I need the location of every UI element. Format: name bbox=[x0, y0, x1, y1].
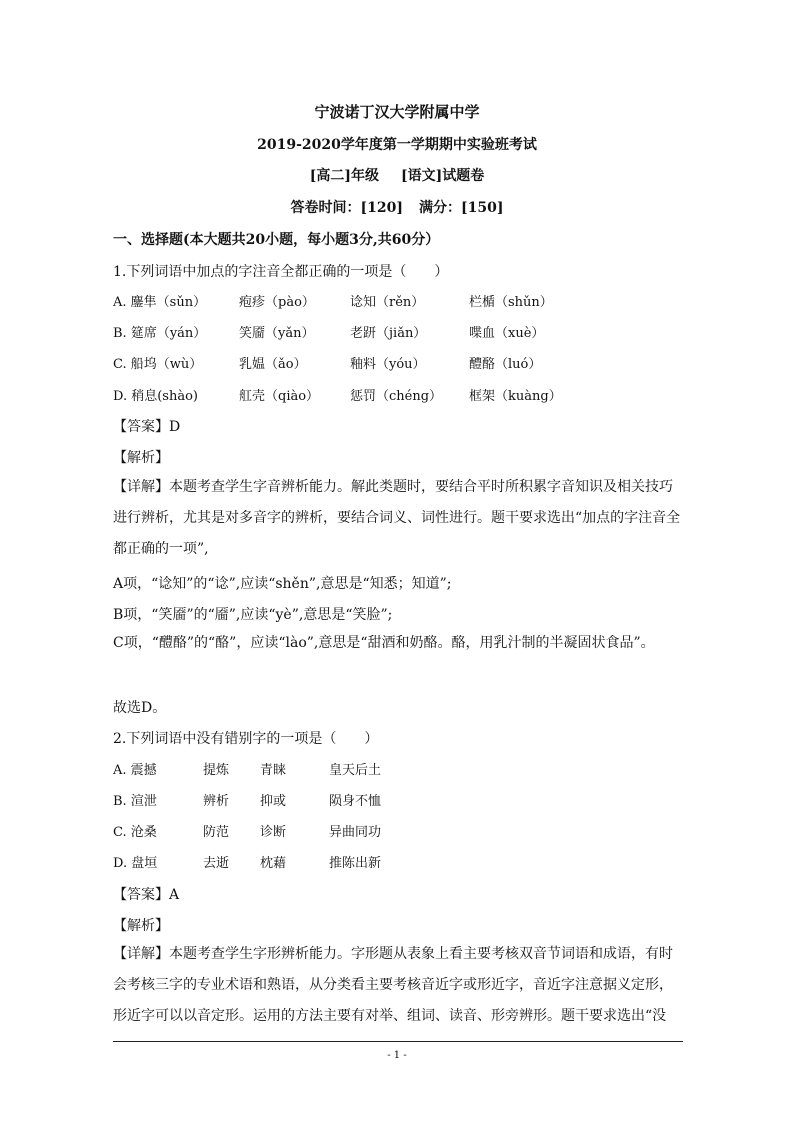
q1-option-cell: B. 筵席（yán） bbox=[113, 326, 207, 341]
grade-label: [高二]年级 bbox=[309, 168, 379, 184]
q1-option-cell: 惩罚（chéng） bbox=[350, 389, 443, 404]
school-name: 宁波诺丁汉大学附属中学 bbox=[314, 103, 480, 121]
q1-option-cell: 老趼（jiǎn） bbox=[350, 326, 427, 341]
q2-option-cell: 枕藉 bbox=[260, 856, 287, 871]
q1-answer: 【答案】D bbox=[113, 419, 181, 435]
q1-analysis-label: 【解析】 bbox=[113, 450, 169, 466]
footer-divider bbox=[113, 1041, 683, 1042]
q2-option-cell: 推陈出新 bbox=[329, 856, 382, 871]
q2-option-cell: 去逝 bbox=[203, 856, 230, 871]
q2-option-cell: 防范 bbox=[203, 825, 230, 840]
page-number: - 1 - bbox=[387, 1050, 407, 1061]
q1-note-c: C项，“醴酪”的“酪”，应读“lào”,意思是“甜酒和奶酪。酪，用乳汁制的半凝固状食品”。 bbox=[113, 635, 655, 651]
q1-option-cell: 舡壳（qiào） bbox=[239, 389, 320, 404]
q2-stem: 2.下列词语中没有错别字的一项是（ ） bbox=[113, 731, 379, 747]
q2-option-cell: 抑或 bbox=[260, 794, 287, 809]
q2-option-cell: B. 渲泄 bbox=[113, 794, 157, 809]
full-score: 满分：[150] bbox=[419, 200, 504, 216]
q1-option-cell: 笑靥（yǎn） bbox=[239, 326, 315, 341]
q1-option-cell: 醴酪（luó） bbox=[469, 357, 542, 372]
q2-option-cell: 皇天后土 bbox=[329, 763, 382, 778]
q1-option-cell: 谂知（rěn） bbox=[350, 295, 425, 310]
q2-option-cell: C. 沧桑 bbox=[113, 825, 157, 840]
q1-option-cell: 栏楯（shǔn） bbox=[469, 295, 553, 310]
q1-conclusion: 故选D。 bbox=[113, 700, 167, 716]
q1-option-cell: C. 船坞（wù） bbox=[113, 357, 203, 372]
q1-option-cell: D. 稍息(shào) bbox=[113, 389, 198, 404]
q2-option-cell: 异曲同功 bbox=[329, 825, 382, 840]
q1-option-cell: A. 鏖隼（sǔn） bbox=[113, 295, 207, 310]
q1-option-cell: 釉料（yóu） bbox=[350, 357, 426, 372]
q2-option-cell: 诊断 bbox=[260, 825, 287, 840]
time-score-line bbox=[0, 197, 794, 217]
q1-option-cell: 乳媪（ǎo） bbox=[239, 357, 307, 372]
q2-option-cell: D. 盘垣 bbox=[113, 856, 158, 871]
q2-option-cell: 辨析 bbox=[203, 794, 230, 809]
q2-option-cell: 陨身不恤 bbox=[329, 794, 382, 809]
section-title: 一、选择题(本大题共20小题，每小题3分,共60分） bbox=[113, 232, 440, 248]
q1-detail: 【详解】本题考查学生字音辨析能力。解此类题时，要结合平时所积累字音知识及相关技巧进行辨析，尤其是对多音字的辨析，要结合词义、词性进行。题干要求选出“加点的字注音全都正确的一项”, bbox=[113, 479, 681, 557]
exam-title: 2019-2020学年度第一学期期中实验班考试 bbox=[257, 137, 537, 153]
q1-note-b: B项，“笑靥”的“靥”,应读“yè”,意思是“笑脸”; bbox=[113, 607, 393, 623]
q2-option-cell: 青睐 bbox=[260, 763, 287, 778]
paper-label: [语文]试题卷 bbox=[401, 168, 485, 184]
q1-note-a: A项，“谂知”的“谂”,应读“shěn”,意思是“知悉；知道”; bbox=[113, 576, 452, 592]
q1-option-cell: 框架（kuàng） bbox=[469, 389, 562, 404]
q2-answer: 【答案】A bbox=[113, 887, 180, 903]
q2-analysis-label: 【解析】 bbox=[113, 918, 169, 934]
q1-option-cell: 疱疹（pào） bbox=[239, 295, 315, 310]
q1-option-cell: 喋血（xuè） bbox=[469, 326, 545, 341]
exam-time: 答卷时间：[120] bbox=[290, 200, 403, 216]
q2-detail: 【详解】本题考查学生字形辨析能力。字形题从表象上看主要考核双音节词语和成语，有时会考核三字的专业术语和熟语，从分类看主要考核音近字或形近字，音近字注意据义定形，形近字可以以音定形。运用的方法主要有对举、组词、读音、形旁辨形。题干要求选出“没 bbox=[113, 946, 673, 1024]
grade-subject-line bbox=[0, 165, 794, 185]
q2-option-cell: 提炼 bbox=[203, 763, 230, 778]
q1-stem: 1.下列词语中加点的字注音全都正确的一项是（ ） bbox=[113, 264, 449, 280]
q2-option-cell: A. 震撼 bbox=[113, 763, 157, 778]
